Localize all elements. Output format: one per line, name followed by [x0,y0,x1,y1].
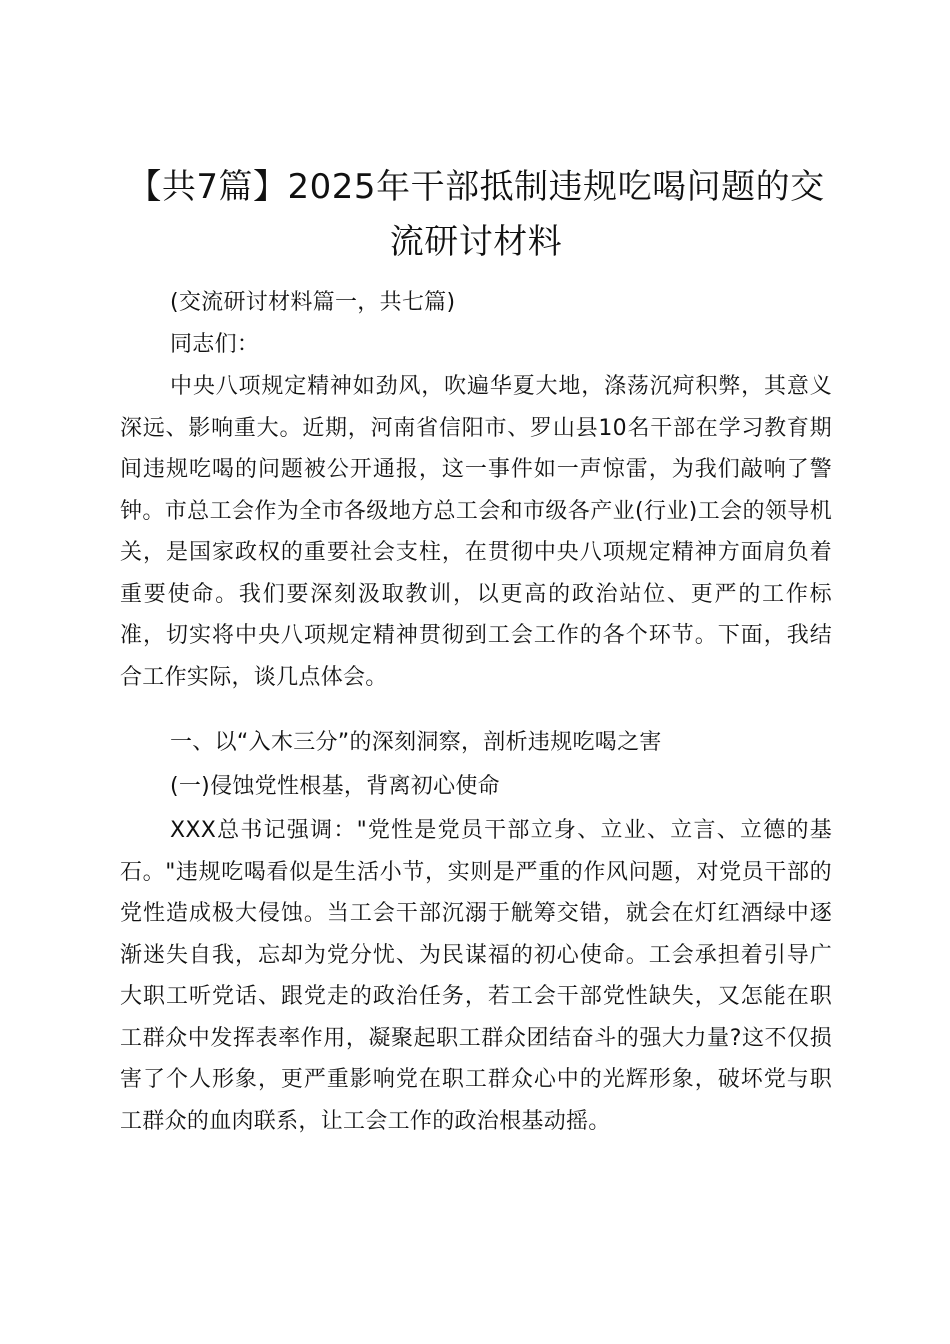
document-title: 【共7篇】2025年干部抵制违规吃喝问题的交流研讨材料 [127,167,825,262]
subsection-heading: (一)侵蚀党性根基，背离初心使命 [170,774,500,799]
document-page [120,0,832,1344]
document-subtitle: (交流研讨材料篇一，共七篇) [170,290,456,315]
intro-paragraph: 中央八项规定精神如劲风，吹遍华夏大地，涤荡沉疴积弊，其意义深远、影响重大。近期，河南省信阳市、罗山县10名干部在学习教育期间违规吃喝的问题被公开通报，这一事件如一声惊雷，为我们敲响了警钟。市总工会作为全市各级地方总工会和市级各产业(行业)工会的领导机关，是国家政权的重要社会支柱，在贯彻中央八项规定精神方面肩负着重要使命。我们要深刻汲取教训，以更高的政治站位、更严的工作标准，切实将中央八项规定精神贯彻到工会工作的各个环节。下面，我结合工作实际，谈几点体会。 [120,374,832,690]
section-heading: 一、以“入木三分”的深刻洞察，剖析违规吃喝之害 [170,730,662,755]
body-paragraph: XXX总书记强调："党性是党员干部立身、立业、立言、立德的基石。"违规吃喝看似是生活小节，实则是严重的作风问题，对党员干部的党性造成极大侵蚀。当工会干部沉溺于觥筹交错，就会在灯红酒绿中逐渐迷失自我，忘却为党分忧、为民谋福的初心使命。工会承担着引导广大职工听党话、跟党走的政治任务，若工会干部党性缺失，又怎能在职工群众中发挥表率作用，凝聚起职工群众团结奋斗的强大力量?这不仅损害了个人形象，更严重影响党在职工群众心中的光辉形象，破坏党与职工群众的血肉联系，让工会工作的政治根基动摇。 [120,818,832,1134]
salutation: 同志们： [170,332,260,357]
